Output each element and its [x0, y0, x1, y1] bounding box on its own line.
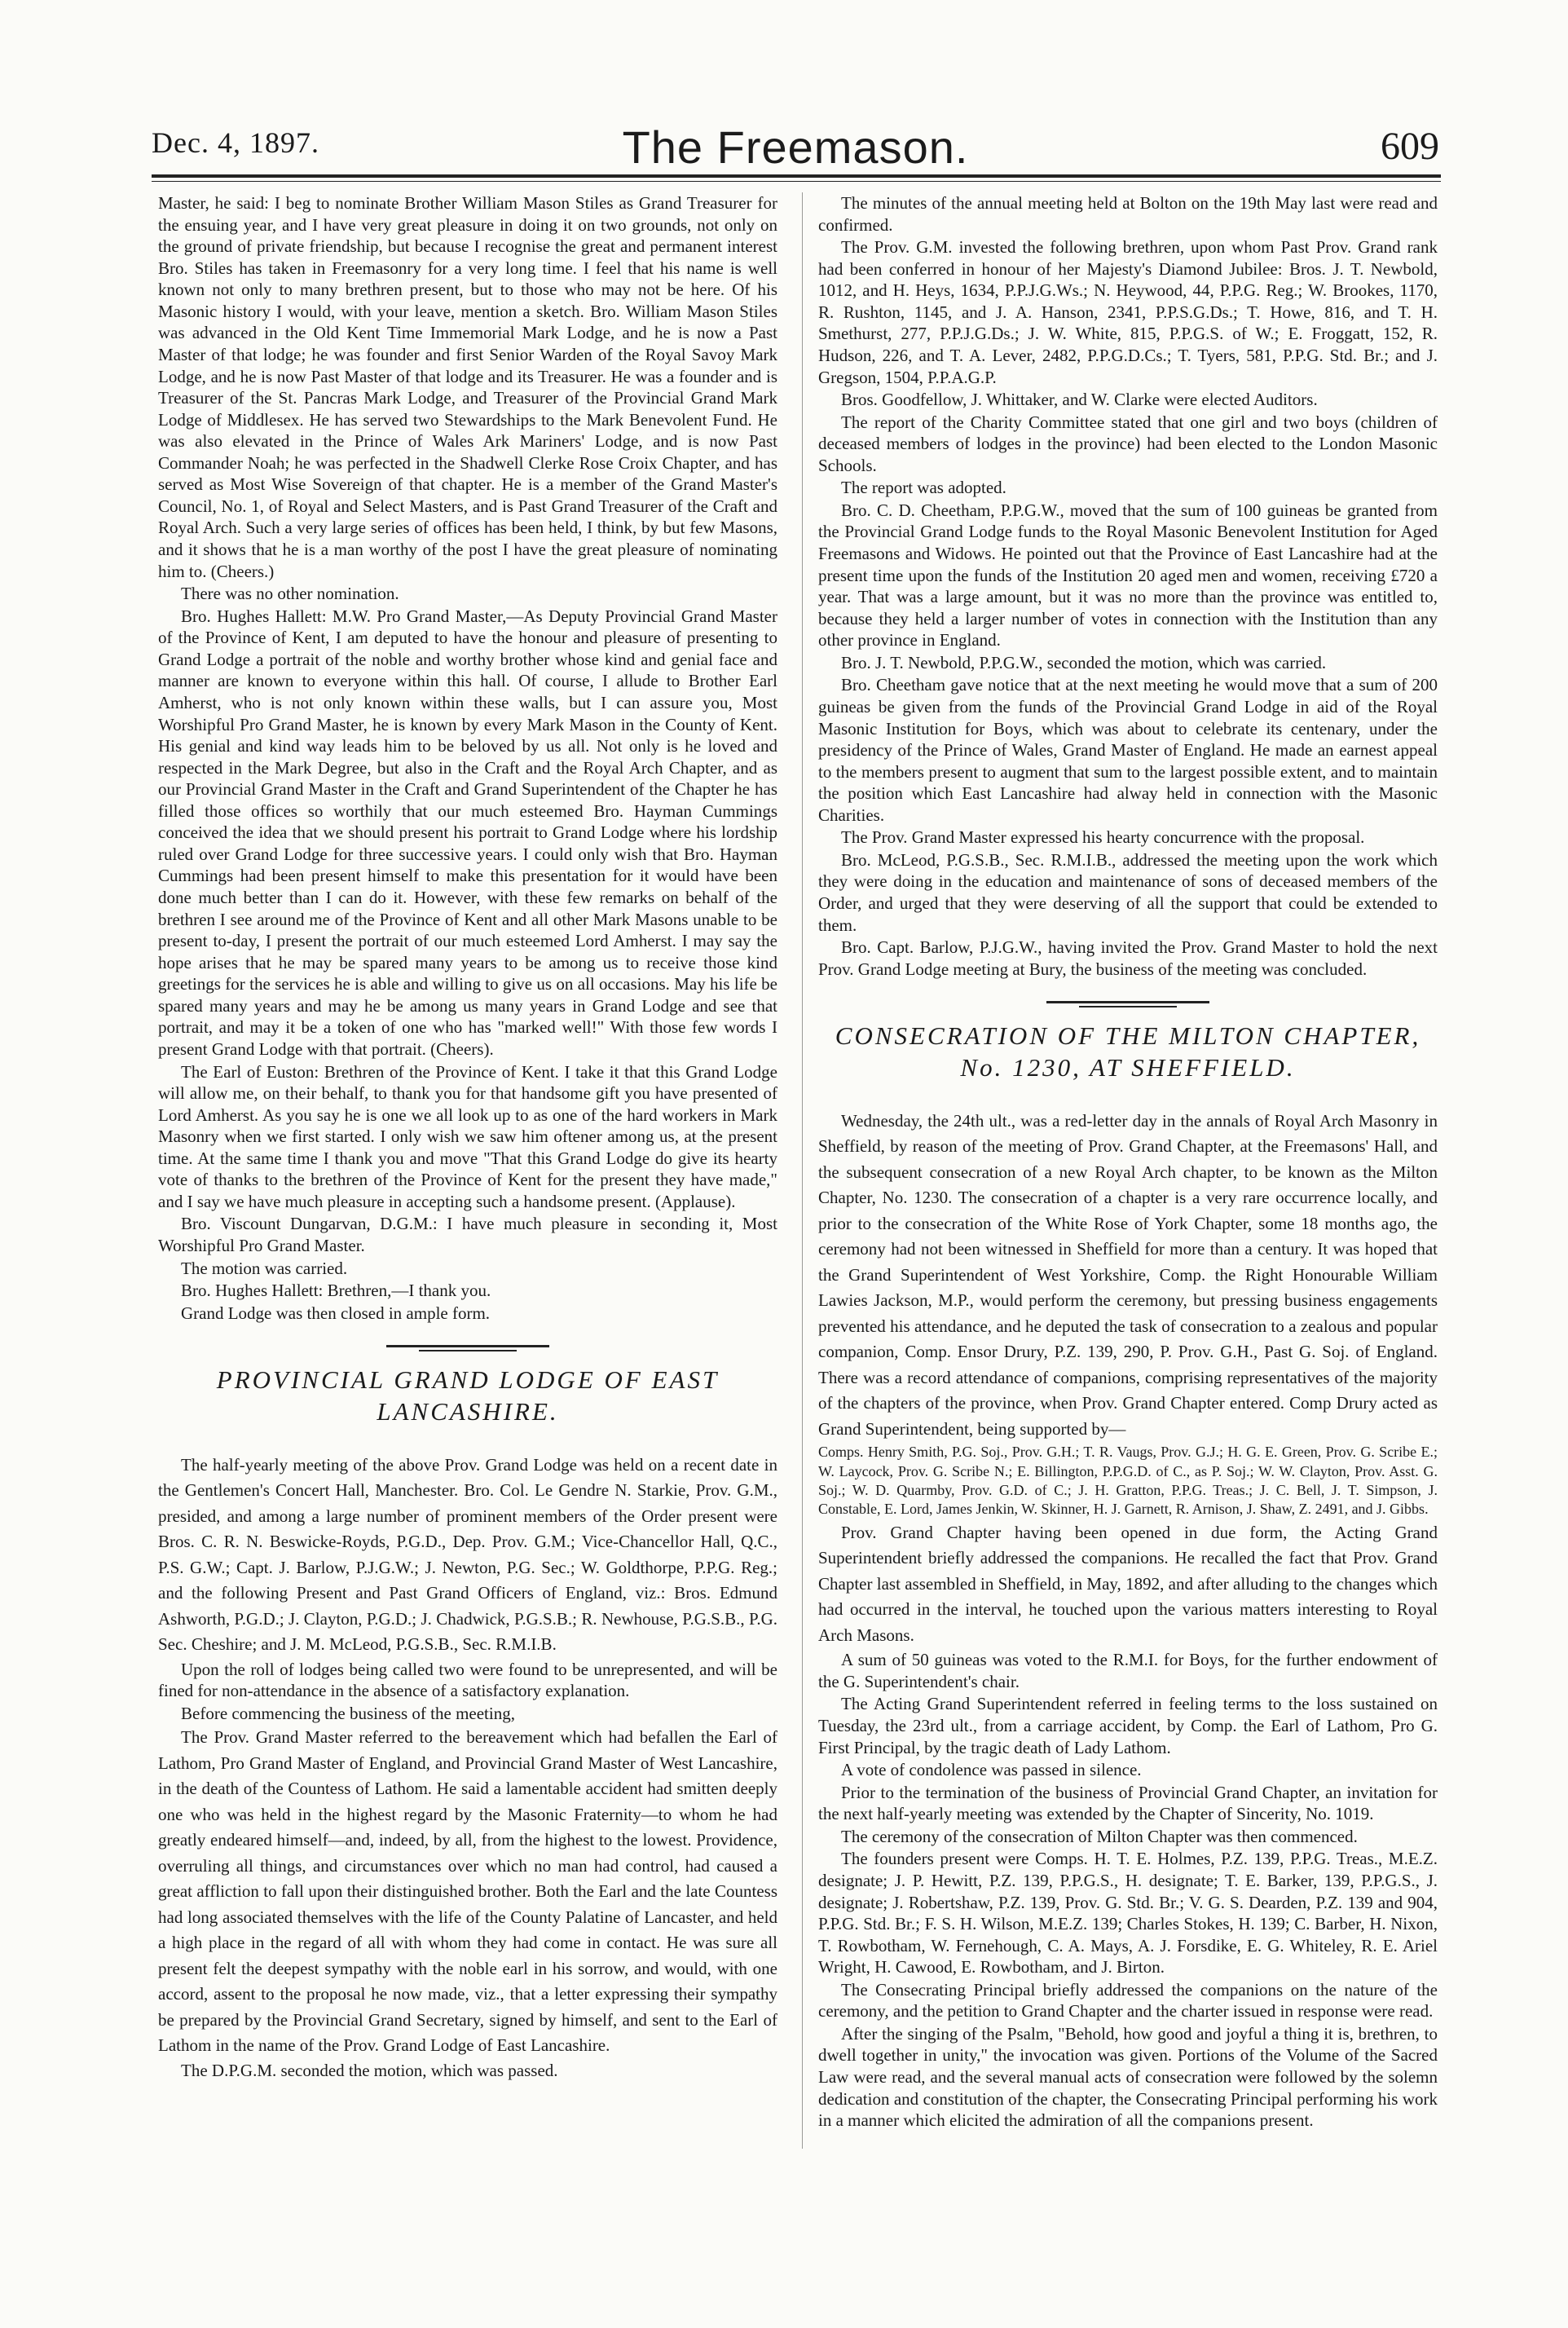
article-paragraph: Bro. Hughes Hallett: M.W. Pro Grand Master,—As Deputy Provincial Grand Master of the Province of Kent, I am deputed to have the honour and pleasure of presenting to Grand Lodge a portrait of the noble and worthy brother whose kind and genial face and manner are known to everyone within this hall. Of course, I allude to Brother Earl Amherst, who is not only known within these walls, but I can assure you, Most Worshipful Pro Grand Master, he is known by every Mark Mason in the County of Kent. His genial and kind way leads him to be beloved by us all. Not only is he loved and respected in the Mark Degree, but also in the Craft and the Royal Arch Chapter, and as our Provincial Grand Master in the Craft and Grand Superintendent of the Chapter he has filled those offices so worthily that our much esteemed Bro. Hayman Cummings conceived the idea that we should present his portrait to Grand Lodge where his lordship ruled over Grand Lodge for three successive years. I could only wish that Bro. Hayman Cummings had been present himself to make this presentation for it would have been done much better than I can do it. However, with these few remarks on behalf of the brethren I see around me of the Province of Kent and all other Mark Masons unable to be present to-day, I present the portrait of our much esteemed Lord Amherst. I may say the hope arises that he may be spared many years to be among us to receive those kind greetings for the services he is able and willing to give us on all occasions. May his life be spared many years and may he be among us many years in Grand Lodge and see that portrait, and may it be a token of one who has "marked well!" With those few words I present Grand Lodge with that portrait. (Cheers).: [158, 606, 777, 1059]
article-paragraph: Master, he said: I beg to nominate Brother William Mason Stiles as Grand Treasurer for the ensuing year, and I have very great pleasure in doing it on two grounds, not only on the ground of private friendship, but because I recognise the great and permanent interest Bro. Stiles has taken in Freemasonry for a very long time. I feel that his name is well known not only to many brethren present, but to those who may not be here. Of his Masonic history I would, with your leave, mention a sketch. Bro. William Mason Stiles was advanced in the Old Kent Time Immemorial Mark Lodge, and he is now a Past Master of that lodge; he was founder and first Senior Warden of the Royal Savoy Mark Lodge, and he is now Past Master of that lodge and its Treasurer. He was a founder and is Treasurer of the St. Pancras Mark Lodge, and Treasurer of the Provincial Grand Mark Lodge of Middlesex. He has served two Stewardships to the Mark Benevolent Fund. He was also elevated in the Prince of Wales Ark Mariners' Lodge, and is now Past Commander Noah; he was perfected in the Shadwell Clerke Rose Croix Chapter, and has served as Most Wise Sovereign of that chapter. He is a member of the Grand Master's Council, No. 1, of Royal and Select Masters, and is Past Grand Treasurer of the Craft and Royal Arch. Such a very large series of offices has been held, I think, by but few Masons, and it shows that he is a man worthy of the post I have the great pleasure of nominating him to. (Cheers.): [158, 193, 777, 581]
attendee-list: Comps. Henry Smith, P.G. Soj., Prov. G.H.; T. R. Vaugs, Prov. G.J.; H. G. E. Green, Prov. G. Scribe E.; W. Laycock, Prov. G. Scribe N.; E. Billington, P.P.G.D. of C., as P. Soj.; W. W. Clayton, Prov. Asst. G. Soj.; W. D. Quarmby, Prov. G.D. of C.; J. H. Gratton, P.P.G. Treas.; J. C. Bell, J. T. Simpson, J. Constable, E. Lord, James Jenkin, W. Skinner, H. J. Garnett, R. Arnison, J. Shaw, Z. 2491, and J. Gibbs.: [818, 1444, 1438, 1518]
article-paragraph: The Prov. G.M. invested the following brethren, upon whom Past Prov. Grand rank had been conferred in honour of her Majesty's Diamond Jubilee: Bros. J. T. Newbold, 1012, and H. Heys, 1634, P.P.J.G.Ws.; N. Heywood, 44, P.P.G. Reg.; W. Brookes, 1170, R. Rushton, 1145, and J. A. Hanson, 2341, P.P.S.G.Ds.; T. Howe, 816, and T. H. Smethurst, 277, P.P.J.G.Ds.; J. W. White, 815, P.P.G.S. of W.; E. Froggatt, 152, R. Hudson, 226, and T. A. Lever, 2482, P.P.G.D.Cs.; T. Tyers, 581, P.P.G. Std. Br.; and J. Gregson, 1504, P.P.A.G.P.: [818, 237, 1438, 387]
article-paragraph: The Prov. Grand Master referred to the bereavement which had befallen the Earl of Lathom, Pro Grand Master of England, and Provincial Grand Master of West Lancashire, in the death of the Countess of Lathom. He said a lamentable accident had smitten deeply one who was held in the highest regard by the Masonic Fraternity—to whom he had greatly endeared himself—and, indeed, by all, from the highest to the lowest. Providence, overruling all things, and circumstances over which no man had control, had caused a great affliction to fall upon their distinguished brother. Both the Earl and the late Countess had long associated themselves with the life of the County Palatine of Lancaster, and held a high place in the regard of all with whom they had come in contact. He was sure all present felt the deepest sympathy with the noble earl in his sorrow, and would, with one accord, assent to the proposal he now made, viz., that a letter expressing their sympathy be prepared by the Provincial Grand Secretary, signed by himself, and sent to the Earl of Lathom in the name of the Prov. Grand Lodge of East Lancashire.: [158, 1727, 777, 2056]
left-column: [158, 192, 777, 2083]
article-paragraph: A vote of condolence was passed in silence.: [841, 1760, 1142, 1780]
page-number: 609: [1381, 125, 1439, 168]
article-paragraph: The Consecrating Principal briefly addressed the companions on the nature of the ceremony, and the petition to Grand Chapter and the charter issued in response were read.: [818, 1979, 1438, 2022]
article-paragraph: A sum of 50 guineas was voted to the R.M.I. for Boys, for the further endowment of the G. Superintendent's chair.: [818, 1650, 1438, 1691]
article-paragraph: The report was adopted.: [841, 478, 1006, 498]
article-paragraph: The founders present were Comps. H. T. E. Holmes, P.Z. 139, P.P.G. Treas., M.E.Z. designate; J. P. Hewitt, P.Z. 139, P.P.G.S., H. designate; T. E. Barker, 139, P.P.G.S., J. designate; J. Robertshaw, P.Z. 139, Prov. G. Std. Br.; V. G. S. Dearden, P.Z. 139 and 904, P.P.G. Std. Br.; F. S. H. Wilson, M.E.Z. 139; Charles Stokes, H. 139; C. Barber, H. Nixon, T. Rowbotham, W. Fernehough, C. A. Mays, A. J. Forsdike, E. G. Whiteley, R. E. Ariel Wright, H. Cawood, E. Rowbotham, and J. Birton.: [818, 1849, 1438, 1977]
article-paragraph: The Earl of Euston: Brethren of the Province of Kent. I take it that this Grand Lodge will allow me, on their behalf, to thank you for that handsome gift you have presented of Lord Amherst. As you say he is one we all look up to as one of the hard workers in Mark Masonry when we first started. I only wish we saw him oftener among us, at the present time. At the same time I thank you and move "That this Grand Lodge do give its hearty vote of thanks to the brethren of the Province of Kent for the present they have made," and I say we have much pleasure in accepting such a handsome present. (Applause).: [158, 1061, 777, 1211]
article-paragraph: The motion was carried.: [181, 1258, 348, 1278]
article-paragraph: After the singing of the Psalm, "Behold, how good and joyful a thing it is, brethren, to dwell together in unity," the invocation was given. Portions of the Volume of the Sacred Law were read, and the several manual acts of consecration were followed by the solemn dedication and constitution of the chapter, the Consecrating Principal performing his work in a manner which elicited the admiration of all the companions present.: [818, 2023, 1438, 2131]
right-column: [818, 192, 1438, 2132]
heading-line: CONSECRATION OF THE MILTON CHAPTER,: [835, 1021, 1421, 1051]
article-paragraph: Bro. McLeod, P.G.S.B., Sec. R.M.I.B., addressed the meeting upon the work which they were doing in the education and maintenance of sons of deceased members of the Order, and urged that they were deserving of all the support that could be extended to them.: [818, 849, 1438, 935]
article-paragraph: Bros. Goodfellow, J. Whittaker, and W. Clarke were elected Auditors.: [841, 390, 1318, 410]
article-paragraph: Prior to the termination of the business of Provincial Grand Chapter, an invitation for the next half-yearly meeting was extended by the Chapter of Sincerity, No. 1019.: [818, 1782, 1438, 1824]
article-paragraph: Bro. Cheetham gave notice that at the next meeting he would move that a sum of 200 guineas be given from the funds of the Provincial Grand Lodge in aid of the Royal Masonic Institution for Boys, which was about to celebrate its centenary, under the presidency of the Prince of Wales, Grand Master of England. He made an earnest appeal to the members present to augment that sum to the largest possible extent, and to maintain the position which East Lancashire had alway held in connection with the Masonic Charities.: [818, 675, 1438, 825]
article-paragraph: The Prov. Grand Master expressed his hearty concurrence with the proposal.: [841, 827, 1365, 848]
article-paragraph: Wednesday, the 24th ult., was a red-letter day in the annals of Royal Arch Masonry in Sheffield, by reason of the meeting of Prov. Grand Chapter, at the Freemasons' Hall, and the subsequent consecration of a new Royal Arch chapter, to be known as the Milton Chapter, No. 1230. The consecration of a chapter is a very rare occurrence locally, and prior to the consecration of the White Rose of York Chapter, some 18 months ago, the ceremony had not been witnessed in Sheffield for more than a century. It was hoped that the Grand Superintendent of West Yorkshire, Comp. the Right Honourable William Lawies Jackson, M.P., would perform the ceremony, but pressing business engagements prevented his attendance, and he deputed the task of consecration to a zealous and popular companion, Comp. Ensor Drury, P.Z. 139, 290, P. Prov. G.H., Past G. Soj. of England. There was a record attendance of companions, comprising representatives of the majority of the chapters of the province, when Prov. Grand Chapter entered. Comp Drury acted as Grand Superintendent, being supported by—: [818, 1110, 1438, 1439]
article-paragraph: Bro. J. T. Newbold, P.P.G.W., seconded the motion, which was carried.: [841, 652, 1327, 672]
article-paragraph: Prov. Grand Chapter having been opened in due form, the Acting Grand Superintendent briefly addressed the companions. He recalled the fact that Prov. Grand Chapter last assembled in Sheffield, in May, 1892, and after alluding to the changes which had occurred in the interval, he touched upon the various matters interesting to Royal Arch Masons.: [818, 1522, 1438, 1645]
article-paragraph: Upon the roll of lodges being called two were found to be unrepresented, and will be fined for non-attendance in the absence of a satisfactory explanation.: [158, 1659, 777, 1701]
heading-line: No. 1230, AT SHEFFIELD.: [960, 1053, 1296, 1082]
section-separator: [1046, 1001, 1209, 1007]
article-paragraph: Before commencing the business of the meeting,: [181, 1703, 515, 1723]
article-paragraph: There was no other nomination.: [181, 584, 399, 604]
page-header: [152, 121, 1439, 178]
article-paragraph: The ceremony of the consecration of Milton Chapter was then commenced.: [841, 1826, 1358, 1846]
section-separator: [386, 1345, 549, 1351]
article-paragraph: The D.P.G.M. seconded the motion, which was passed.: [181, 2060, 558, 2080]
issue-date: Dec. 4, 1897.: [152, 126, 319, 159]
article-paragraph: The report of the Charity Committee stated that one girl and two boys (children of deceased members of lodges in the province) had been elected to the London Masonic Schools.: [818, 412, 1438, 475]
section-heading-milton-chapter: [818, 1021, 1438, 1084]
heading-line: PROVINCIAL GRAND LODGE OF EAST: [216, 1365, 720, 1395]
header-rule-thin: [152, 181, 1441, 182]
publication-title: The Freemason.: [622, 121, 969, 173]
article-paragraph: The half-yearly meeting of the above Prov. Grand Lodge was held on a recent date in the Gentlemen's Concert Hall, Manchester. Bro. Col. Le Gendre N. Starkie, Prov. G.M., presided, and among a large number of prominent members of the Order present were Bros. C. R. N. Beswicke-Royds, P.G.D., Dep. Prov. G.M.; Vice-Chancellor Hall, Q.C., P.S. G.W.; Capt. J. Barlow, P.J.G.W.; J. Newton, P.G. Sec.; W. Goldthorpe, P.P.G. Reg.; and the following Present and Past Grand Officers of England, viz.: Bros. Edmund Ashworth, P.G.D.; J. Clayton, P.G.D.; J. Chadwick, P.G.S.B.; R. Newhouse, P.G.S.B., P.G. Sec. Cheshire; and J. M. McLeod, P.G.S.B., Sec. R.M.I.B.: [158, 1454, 777, 1655]
article-paragraph: Bro. Hughes Hallett: Brethren,—I thank you.: [181, 1281, 491, 1301]
article-paragraph: Bro. Capt. Barlow, P.J.G.W., having invited the Prov. Grand Master to hold the next Prov. Grand Lodge meeting at Bury, the business of the meeting was concluded.: [818, 937, 1438, 979]
section-heading-east-lancashire: [158, 1365, 777, 1428]
article-paragraph: Bro. Viscount Dungarvan, D.G.M.: I have much pleasure in seconding it, Most Worshipful Pro Grand Master.: [158, 1214, 777, 1255]
article-paragraph: Grand Lodge was then closed in ample form.: [181, 1303, 491, 1323]
article-paragraph: The Acting Grand Superintendent referred in feeling terms to the loss sustained on Tuesday, the 23rd ult., from a carriage accident, by Comp. the Earl of Lathom, Pro G. First Principal, by the tragic death of Lady Lathom.: [818, 1694, 1438, 1757]
heading-line: LANCASHIRE.: [377, 1397, 559, 1426]
article-paragraph: Bro. C. D. Cheetham, P.P.G.W., moved that the sum of 100 guineas be granted from the Provincial Grand Lodge funds to the Royal Masonic Benevolent Institution for Aged Freemasons and Widows. He pointed out that the Province of East Lancashire had at the present time upon the funds of the Institution 20 aged men and women, receiving £720 a year. That was a large amount, but it was no more than the province was entitled to, because they held a larger number of votes in connection with the Institution than any other province in England.: [818, 500, 1438, 650]
header-rule-thick: [152, 174, 1441, 178]
article-paragraph: The minutes of the annual meeting held at Bolton on the 19th May last were read and confirmed.: [818, 193, 1438, 235]
column-divider: [802, 192, 803, 2149]
